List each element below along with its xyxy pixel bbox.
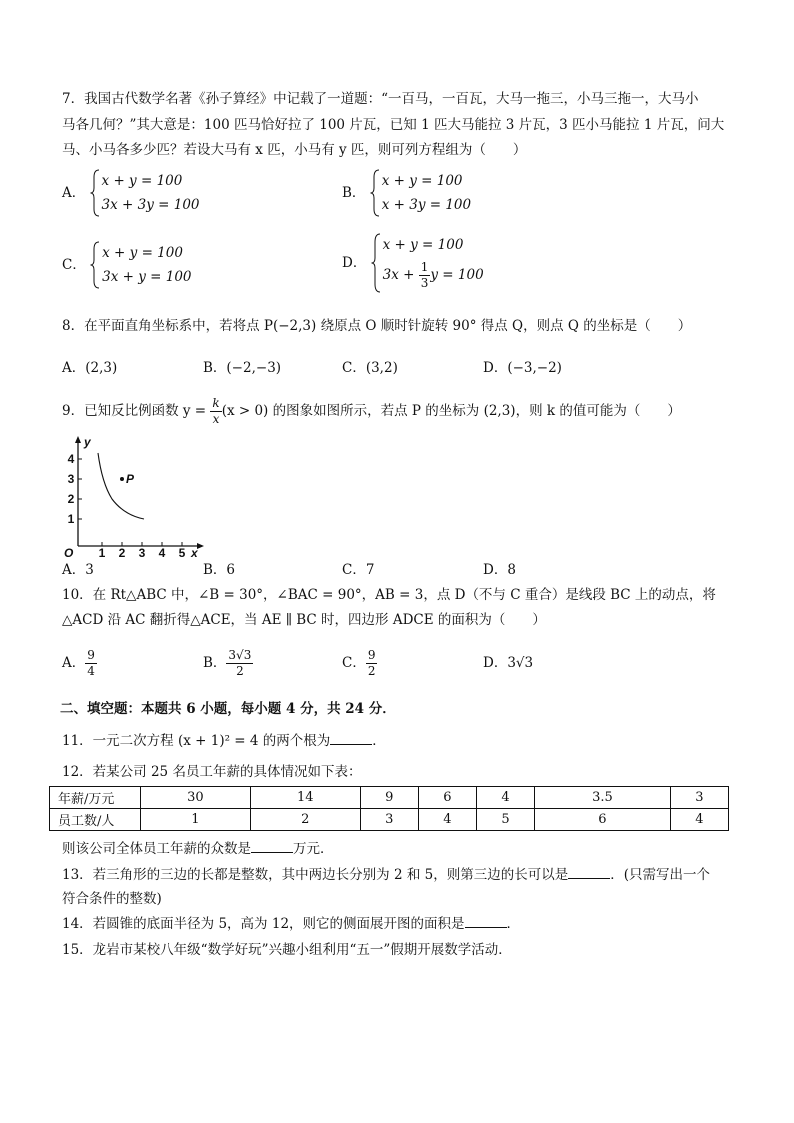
q10-option-d[interactable]: D．3√3	[483, 655, 534, 671]
q10-option-a[interactable]: A． $\frac{9}{4}$	[62, 648, 95, 678]
x-tick-label: 2	[118, 546, 126, 558]
row-header: 员工数/人	[50, 809, 141, 831]
table-cell: 2	[250, 809, 360, 831]
q8-option-b[interactable]: B．(−2,−3)	[203, 360, 282, 376]
answer-blank[interactable]	[465, 915, 507, 928]
q11-stem: 11．一元二次方程 (x + 1)² = 4 的两个根为 ．	[62, 733, 386, 749]
equation-1: x + y = 100	[381, 173, 463, 189]
equation-2: 3x + y = 100	[102, 269, 192, 285]
answer-blank[interactable]	[251, 840, 293, 853]
table-cell: 14	[250, 787, 360, 809]
equation-1: x + y = 100	[101, 173, 183, 189]
option-label: D．	[342, 255, 367, 271]
y-axis-label: y	[84, 435, 91, 449]
answer-blank[interactable]	[568, 866, 610, 879]
table-cell: 3	[670, 787, 728, 809]
point-p-label: P	[126, 472, 135, 486]
origin-label: O	[64, 546, 74, 558]
q7-option-a[interactable]	[62, 169, 200, 217]
equation-1: x + y = 100	[382, 237, 464, 253]
equation-2: x + 3y = 100	[381, 197, 472, 213]
x-tick-label: 3	[138, 546, 146, 558]
table-cell: 4	[670, 809, 728, 831]
q7-option-d[interactable]	[342, 233, 484, 293]
row-header: 年薪/万元	[50, 787, 141, 809]
q10-stem-line1: 10．在 Rt△ABC 中，∠B = 30°，∠BAC = 90°，AB = 3，点 D（不与 C 重合）是线段 BC 上的动点，将	[62, 587, 716, 603]
table-cell: 1	[141, 809, 251, 831]
q8-option-c[interactable]: C．(3,2)	[342, 360, 398, 376]
table-cell: 4	[418, 809, 476, 831]
y-tick-label: 4	[67, 452, 75, 466]
table-cell: 6	[535, 809, 671, 831]
table-row	[50, 809, 729, 831]
q15-stem: 15．龙岩市某校八年级“数学好玩”兴趣小组利用“五一”假期开展数学活动．	[62, 942, 512, 958]
point-p	[120, 477, 124, 481]
q9-option-d[interactable]: D．8	[483, 562, 516, 578]
y-tick-label: 1	[67, 512, 75, 526]
q7-stem-line2: 马各几何？”其大意是：100 匹马恰好拉了 100 片瓦，已知 1 匹大马能拉 3 片瓦，3 匹小马能拉 1 片瓦，问大	[62, 117, 725, 133]
q7-stem-line1: 7．我国古代数学名著《孙子算经》中记载了一道题：“一百马，一百瓦，大马一拖三，小马三拖一，大马小	[62, 91, 699, 107]
q7-option-c[interactable]	[62, 241, 192, 289]
q9-option-a[interactable]: A．3	[62, 562, 94, 578]
table-cell: 3.5	[535, 787, 671, 809]
x-axis-arrow-icon	[197, 543, 204, 549]
section-heading: 二、填空题：本题共 6 小题，每小题 4 分，共 24 分．	[60, 701, 396, 717]
table-cell: 4	[476, 787, 534, 809]
q9-stem: 9．已知反比例函数 y = $\frac{k}{x}$ (x > 0) 的图象如图所示，若点 P 的坐标为 (2,3)，则 k 的值可能为（ ）	[62, 396, 681, 426]
q8-option-a[interactable]: A．(2,3)	[62, 360, 118, 376]
y-tick-label: 3	[67, 472, 75, 486]
q9-graph	[62, 433, 212, 558]
table-cell: 5	[476, 809, 534, 831]
table-cell: 3	[360, 809, 418, 831]
y-axis-arrow-icon	[75, 436, 81, 443]
option-label: C．	[62, 257, 86, 273]
q14-stem: 14．若圆锥的底面半径为 5，高为 12，则它的侧面展开图的面积是 ．	[62, 916, 521, 932]
q7-option-b[interactable]	[342, 169, 471, 217]
q10-option-c[interactable]: C． $\frac{9}{2}$	[342, 648, 376, 678]
q13-stem-line2: 符合条件的整数)	[62, 891, 162, 907]
equation-system	[370, 169, 471, 217]
option-label: A．	[62, 185, 86, 201]
equation-system	[90, 169, 200, 217]
option-label: B．	[342, 185, 366, 201]
q9-option-b[interactable]: B．6	[203, 562, 236, 578]
q7-stem-line3: 马、小马各多少匹？若设大马有 x 匹，小马有 y 匹，则可列方程组为（ ）	[62, 142, 527, 158]
q10-stem-line2: △ACD 沿 AC 翻折得△ACE，当 AE ∥ BC 时，四边形 ADCE 的面积为（ ）	[62, 612, 546, 628]
x-tick-label: 5	[178, 546, 186, 558]
q13-stem-line1: 13．若三角形的三边的长都是整数，其中两边长分别为 2 和 5，则第三边的长可以是 ．(只需写出一个	[62, 867, 711, 883]
equation-2: 3x + $\frac{1}{3}$ y = 100	[382, 260, 484, 290]
x-tick-label: 4	[158, 546, 166, 558]
y-tick-label: 2	[67, 492, 75, 506]
table-cell: 6	[418, 787, 476, 809]
hyperbola-curve	[98, 453, 144, 519]
equation-system	[371, 233, 484, 293]
table-cell: 9	[360, 787, 418, 809]
q10-option-b[interactable]: B． $\frac{3√3}{2}$	[203, 648, 252, 678]
q12-tail: 则该公司全体员工年薪的众数是 万元．	[62, 841, 334, 857]
table-row	[50, 787, 729, 809]
x-axis-label: x	[191, 546, 198, 558]
equation-1: x + y = 100	[102, 245, 183, 261]
q8-stem: 8．在平面直角坐标系中，若将点 P(−2,3) 绕原点 O 顺时针旋转 90° 得点 Q，则点 Q 的坐标是（ ）	[62, 318, 692, 334]
q9-option-c[interactable]: C．7	[342, 562, 375, 578]
equation-system	[90, 241, 191, 289]
answer-blank[interactable]	[330, 732, 372, 745]
q8-option-d[interactable]: D．(−3,−2)	[483, 360, 562, 376]
salary-table	[49, 786, 729, 831]
q12-stem: 12．若某公司 25 名员工年薪的具体情况如下表：	[62, 764, 362, 780]
x-tick-label: 1	[98, 546, 106, 558]
equation-2: 3x + 3y = 100	[101, 197, 200, 213]
table-cell: 30	[141, 787, 251, 809]
